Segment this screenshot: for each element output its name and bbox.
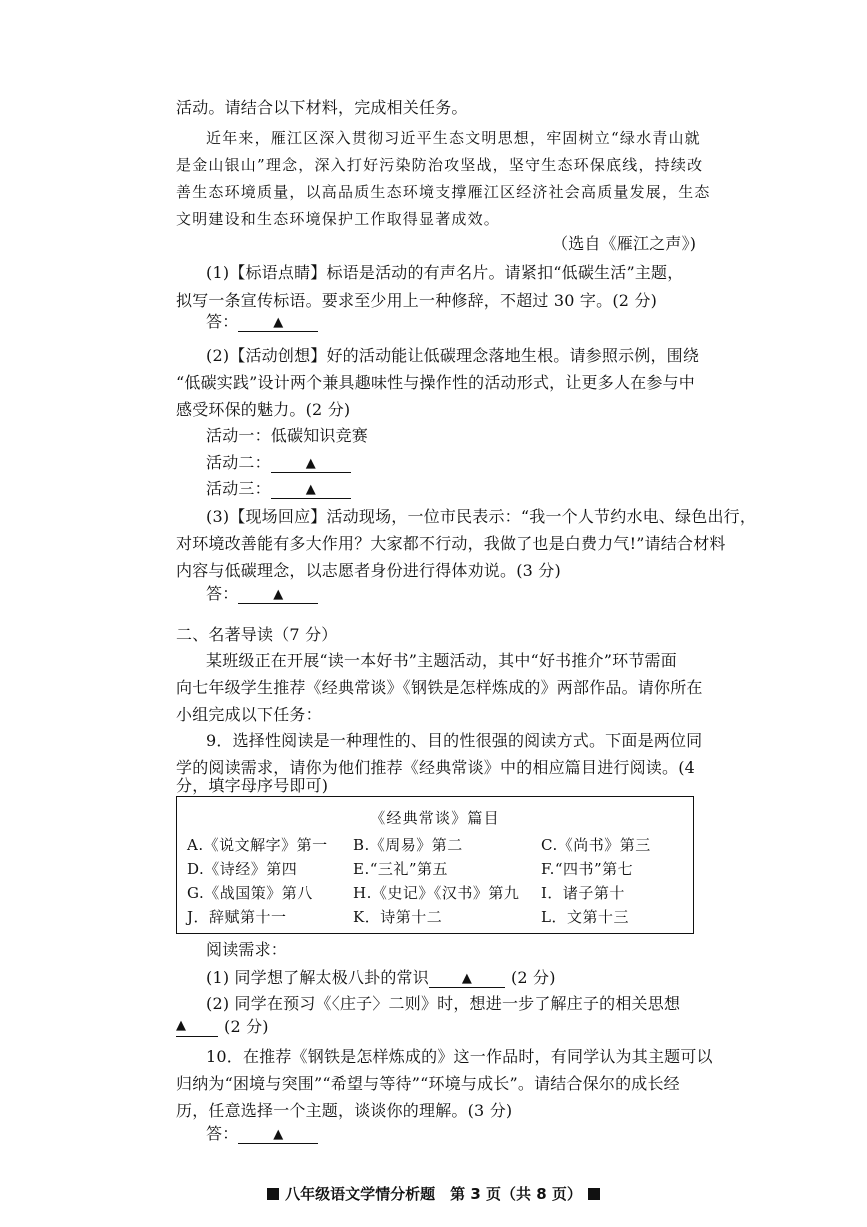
triangle-icon: ▲: [273, 587, 284, 602]
answer-label: 答：: [206, 584, 239, 603]
q2-activity-3[interactable]: [206, 478, 351, 499]
chapter-item: B.《周易》第二: [353, 836, 463, 854]
q9-line-3: 分，填字母序号即可): [176, 776, 329, 795]
q3-line-1: (3)【现场回应】活动现场，一位市民表示：“我一个人节约水电、绿色出行，: [206, 507, 757, 526]
chapter-item: D.《诗经》第四: [187, 860, 298, 878]
q9-line-1: 9．选择性阅读是一种理性的、目的性很强的阅读方式。下面是两位同: [206, 731, 703, 750]
answer-blank[interactable]: [429, 967, 505, 988]
answer-blank[interactable]: [271, 452, 351, 473]
square-icon: [588, 1188, 600, 1200]
triangle-icon: ▲: [176, 1018, 187, 1033]
chapter-item: I．诸子第十: [541, 884, 625, 902]
triangle-icon: ▲: [305, 456, 316, 471]
material-line-2: 是金山银山”理念，深入打好污染防治攻坚战，坚守生态环保底线，持续改: [176, 156, 704, 174]
chapter-list-box: [176, 796, 694, 934]
q2-line-1: (2)【活动创想】好的活动能让低碳理念落地生根。请参照示例，围绕: [206, 346, 700, 365]
material-line-1: 近年来，雁江区深入贯彻习近平生态文明思想，牢固树立“绿水青山就: [206, 129, 701, 147]
section-line-3: 小组完成以下任务：: [176, 705, 322, 724]
chapter-item: J．辞赋第十一: [187, 908, 287, 926]
chapter-item: A.《说文解字》第一: [187, 836, 328, 854]
answer-blank[interactable]: [271, 478, 351, 499]
q2-activity-1: 活动一：低碳知识竞赛: [206, 426, 369, 445]
page-footer: [0, 1183, 867, 1204]
chapter-item: G.《战国策》第八: [187, 884, 313, 902]
answer-blank[interactable]: [238, 583, 318, 604]
answer-label: 答：: [206, 312, 239, 331]
q1-line-2: 拟写一条宣传标语。要求至少用上一种修辞，不超过 30 字。(2 分): [176, 291, 658, 310]
q10-line-3: 历，任意选择一个主题，谈谈你的理解。(3 分): [176, 1101, 513, 1120]
chapter-item: H.《史记》《汉书》第九: [353, 884, 520, 902]
q10-line-2: 归纳为“困境与突围”“希望与等待”“环境与成长”。请结合保尔的成长经: [176, 1074, 680, 1093]
answer-blank[interactable]: [238, 1123, 318, 1144]
section-line-2: 向七年级学生推荐《经典常谈》《钢铁是怎样炼成的》两部作品。请你所在: [176, 678, 703, 697]
answer-blank[interactable]: [176, 1016, 218, 1037]
material-line-4: 文明建设和生态环境保护工作取得显著成效。: [176, 210, 501, 228]
activity-2-label: 活动二：: [206, 453, 271, 472]
q2-line-3: 感受环保的魅力。(2 分): [176, 400, 351, 419]
q3-line-2: 对环境改善能有多大作用？大家都不行动，我做了也是白费力气!”请结合材料: [176, 534, 726, 553]
needs-label: 阅读需求：: [206, 940, 288, 959]
chapter-item: F.“四书”第七: [541, 860, 634, 878]
q10-answer[interactable]: [206, 1123, 318, 1144]
triangle-icon: ▲: [461, 971, 473, 986]
need-1[interactable]: [206, 967, 556, 988]
chapter-item: C.《尚书》第三: [541, 836, 651, 854]
intro-line: 活动。请结合以下材料，完成相关任务。: [176, 98, 468, 117]
chapter-list-title: 《经典常谈》篇目: [370, 809, 500, 827]
need-2-score: (2 分): [224, 1017, 269, 1036]
answer-blank[interactable]: [238, 311, 318, 332]
section-heading: 二、名著导读（7 分）: [176, 625, 338, 644]
section-line-1: 某班级正在开展“读一本好书”主题活动，其中“好书推介”环节需面: [206, 651, 677, 670]
need-1-text: (1) 同学想了解太极八卦的常识: [206, 968, 429, 987]
triangle-icon: ▲: [273, 1127, 284, 1142]
q1-line-1: (1)【标语点睛】标语是活动的有声名片。请紧扣“低碳生活”主题，: [206, 263, 684, 282]
q9-line-2: 学的阅读需求，请你为他们推荐《经典常谈》中的相应篇目进行阅读。(4: [176, 758, 696, 777]
q2-line-2: “低碳实践”设计两个兼具趣味性与操作性的活动形式，让更多人在参与中: [176, 373, 695, 392]
material-line-3: 善生态环境质量，以高品质生态环境支撑雁江区经济社会高质量发展，生态: [176, 183, 711, 201]
need-1-score: (2 分): [510, 968, 556, 987]
triangle-icon: ▲: [305, 482, 316, 497]
q3-answer[interactable]: [206, 583, 318, 604]
material-source: （选自《雁江之声》): [552, 234, 697, 253]
q3-line-3: 内容与低碳理念，以志愿者身份进行得体劝说。(3 分): [176, 561, 561, 580]
triangle-icon: ▲: [273, 315, 284, 330]
need-2-answer[interactable]: [176, 1016, 269, 1037]
chapter-item: L．文第十三: [541, 908, 629, 926]
footer-text: 八年级语文学情分析题 第 3 页（共 8 页）: [285, 1185, 582, 1203]
activity-3-label: 活动三：: [206, 479, 271, 498]
answer-label: 答：: [206, 1124, 239, 1143]
q10-line-1: 10．在推荐《钢铁是怎样炼成的》这一作品时，有同学认为其主题可以: [206, 1047, 713, 1066]
q2-activity-2[interactable]: [206, 452, 351, 473]
chapter-item: E.“三礼”第五: [353, 860, 449, 878]
chapter-item: K．诗第十二: [353, 908, 443, 926]
need-2-text: (2) 同学在预习《〈庄子〉二则》时，想进一步了解庄子的相关思想: [206, 994, 681, 1013]
square-icon: [267, 1188, 279, 1200]
q1-answer[interactable]: [206, 311, 318, 332]
